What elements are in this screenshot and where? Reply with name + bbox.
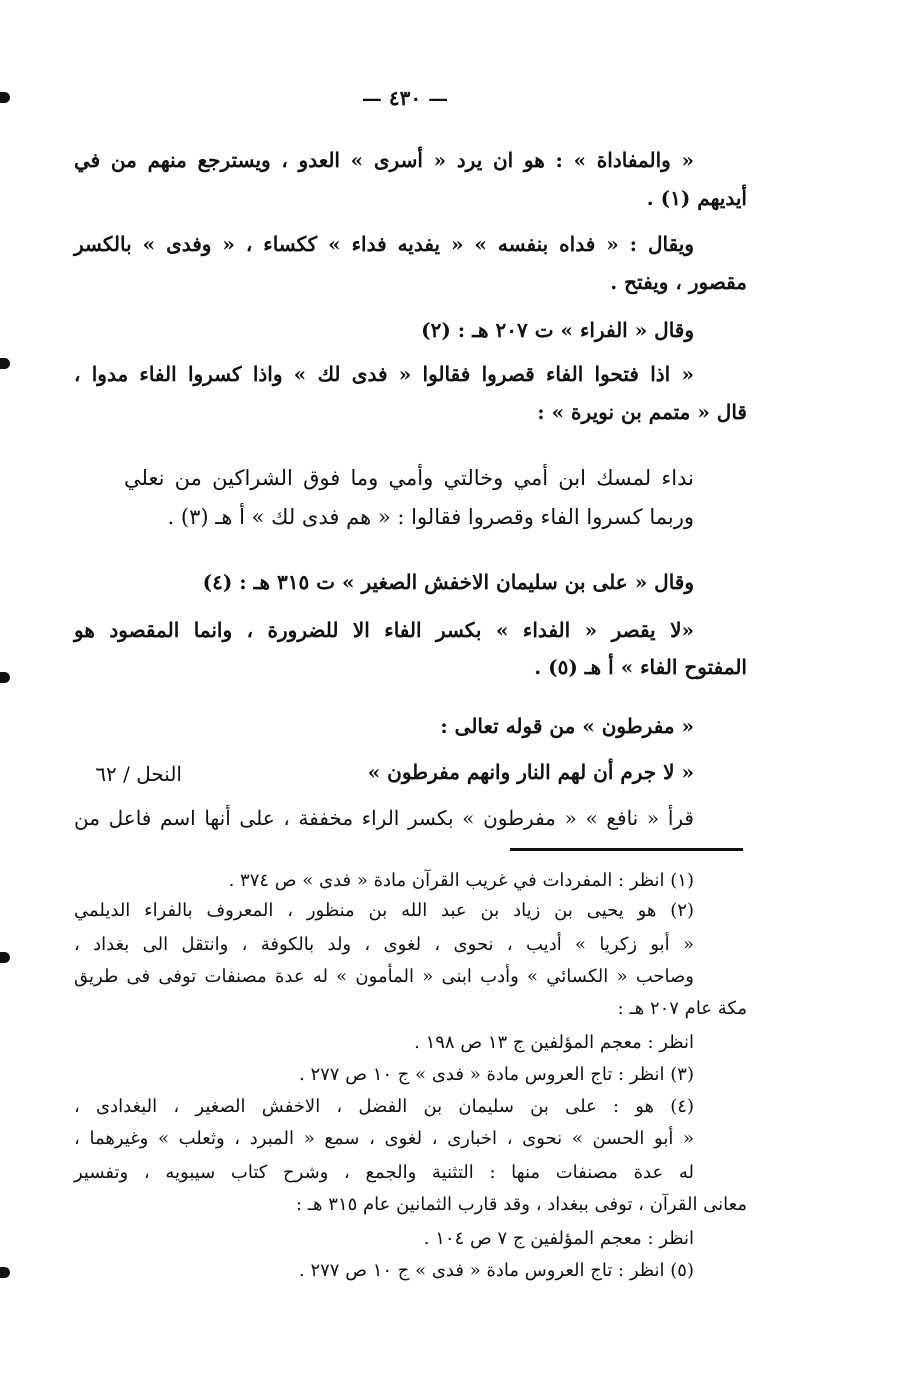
footnote: انظر : معجم المؤلفين ج ١٣ ص ١٩٨ . — [414, 1032, 694, 1053]
body-line: أيديهم (١) . — [646, 186, 747, 210]
footnote: (٣) انظر : تاج العروس مادة « فدى » ج ١٠ ص ٢٧٧ . — [299, 1064, 694, 1085]
body-line: «لا يقصر « الفداء » بكسر الفاء الا للضرورة ، وانما المقصود هو — [74, 618, 694, 642]
body-line: « والمفاداة » : هو ان يرد « أسرى » العدو ، ويسترجع منهم من في — [74, 148, 694, 172]
poem-verse: نداء لمسك ابن أمي وخالتي وأمي وما فوق الشراكين من نعلي — [124, 466, 694, 490]
footnote: « أبو الحسن » نحوى ، اخبارى ، لغوى ، سمع « المبرد ، وثعلب » وغيرهما ، — [74, 1128, 694, 1149]
margin-mark — [0, 952, 10, 963]
body-line: وقال « على بن سليمان الاخفش الصغير » ت ٣١٥ هـ : (٤) — [202, 570, 694, 594]
footnote: وصاحب « الكسائي » وأدب ابنى « المأمون » له عدة مصنفات توفى فى طريق — [74, 966, 694, 987]
footnote: (٥) انظر : تاج العروس مادة « فدى » ج ١٠ ص ٢٧٧ . — [299, 1260, 694, 1281]
body-line: ويقال : « فداه بنفسه » « يفديه فداء » ككساء ، « وفدى » بالكسر — [74, 232, 694, 256]
body-line: المفتوح الفاء » أ هـ (٥) . — [534, 655, 747, 679]
margin-mark — [0, 1267, 10, 1278]
body-line: مقصور ، ويفتح . — [610, 270, 747, 294]
footnote: معانى القرآن ، توفى ببغداد ، وقد قارب الثمانين عام ٣١٥ هـ : — [296, 1194, 747, 1215]
footnote: (٤) هو : على بن سليمان بن الفضل ، الاخفش الصغير ، البغدادى ، — [74, 1096, 694, 1117]
footnote-separator — [510, 848, 743, 851]
margin-mark — [0, 358, 10, 369]
body-line: قرأ « نافع » « مفرطون » بكسر الراء مخففة ، على أنها اسم فاعل من — [74, 806, 694, 830]
footnote: مكة عام ٢٠٧ هـ : — [617, 998, 747, 1019]
footnote: (٢) هو يحيى بن زياد بن عبد الله بن منظور ، المعروف بالفراء الديلمي — [74, 900, 694, 921]
body-line: وربما كسروا الفاء وقصروا فقالوا : « هم فدى لك » أ هـ (٣) . — [167, 505, 694, 529]
body-line: وقال « الفراء » ت ٢٠٧ هـ : (٢) — [421, 318, 694, 342]
body-line: قال « متمم بن نويرة » : — [537, 400, 747, 424]
quran-verse: « لا جرم أن لهم النار وانهم مفرطون » — [367, 760, 694, 784]
surah-reference: النحل / ٦٢ — [95, 762, 182, 786]
footnote: له عدة مصنفات منها : التثنية والجمع ، وشرح كتاب سيبويه ، وتفسير — [74, 1162, 694, 1183]
footnote: (١) انظر : المفردات في غريب القرآن مادة « فدى » ص ٣٧٤ . — [228, 870, 694, 891]
body-line: « مفرطون » من قوله تعالى : — [440, 714, 694, 738]
footnote: انظر : معجم المؤلفين ج ٧ ص ١٠٤ . — [423, 1228, 694, 1249]
footnote: « أبو زكريا » أديب ، نحوى ، لغوى ، ولد بالكوفة ، وانتقل الى بغداد ، — [74, 934, 694, 955]
body-line: « اذا فتحوا الفاء قصروا فقالوا « فدى لك » واذا كسروا الفاء مدوا ، — [74, 362, 694, 386]
margin-mark — [0, 92, 10, 103]
page-number: — ٤٣٠ — — [361, 86, 449, 110]
margin-mark — [0, 672, 10, 683]
